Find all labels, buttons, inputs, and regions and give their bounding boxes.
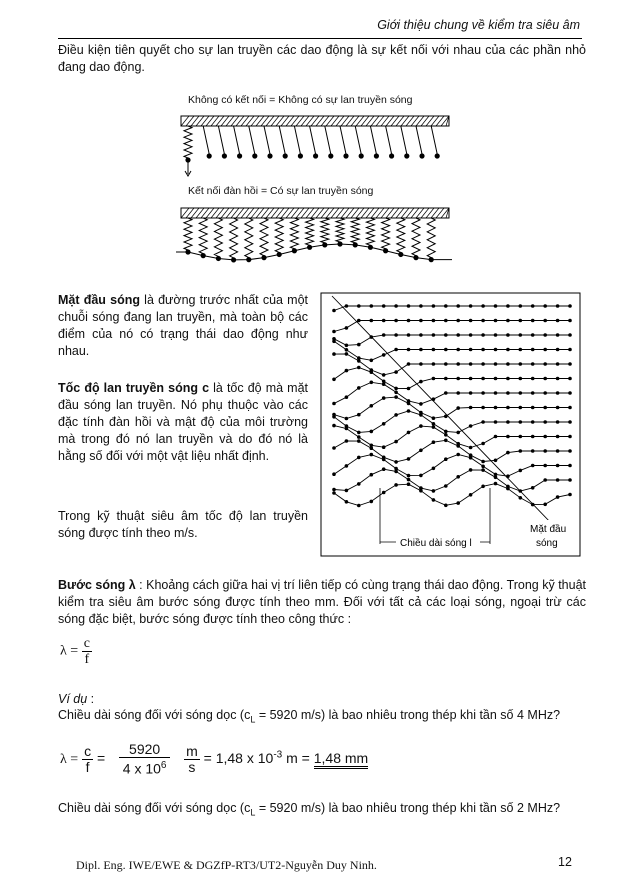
- example-label-text: Ví dụ: [58, 692, 88, 706]
- upper-particle: [252, 153, 257, 158]
- header-divider: [58, 38, 582, 39]
- upper-rod: [279, 126, 285, 154]
- calc-c-over-f: $\frac{c}{f}$: [84, 742, 92, 775]
- lower-spring: [214, 218, 222, 256]
- formula-fraction: [82, 636, 92, 667]
- speed-text: là tốc độ mà mặt đầu sóng lan truyền. Nó phụ thuộc vào các đặc tính đàn hồi và mật độ của môi trường mà trong đó nó lan truyền và do đó nó là hằng số đối với một vật liệu nhất định.: [58, 381, 308, 463]
- upper-rod: [264, 126, 270, 154]
- speed-term: Tốc độ lan truyền sóng c: [58, 381, 210, 395]
- lower-spring: [290, 218, 298, 249]
- intro-paragraph: Điều kiện tiên quyết cho sự lan truyền các dao động là sự kết nối với nhau của các phần nhỏ đang dao động.: [58, 43, 586, 74]
- lower-spring: [336, 218, 344, 242]
- upper-rod: [203, 126, 209, 154]
- speed-definition: [58, 380, 308, 465]
- formula-numerator: c: [83, 636, 90, 651]
- speed-unit-paragraph: Trong kỹ thuật siêu âm tốc độ lan truyền sóng được tính theo m/s.: [58, 509, 308, 540]
- upper-rod: [294, 126, 300, 154]
- calc-result: 1,48 mm: [314, 750, 368, 769]
- upper-rod: [234, 126, 240, 154]
- lower-spring: [412, 218, 420, 256]
- wavelength-text: : Khoảng cách giữa hai vị trí liên tiếp có cùng trạng thái dao động. Trong kỹ thuật kiểm tra siêu âm bước sóng được tính theo mm. Đối với tất cả các loại sóng, ngoại trừ các sóng đặc biệt, bước sóng được tính theo công thức :: [58, 578, 587, 626]
- upper-particle: [222, 153, 227, 158]
- wavelength-term: Bước sóng λ: [58, 578, 136, 592]
- wavelength-label: Chiều dài sóng l: [400, 538, 472, 549]
- upper-rod: [218, 126, 224, 154]
- upper-particle: [389, 153, 394, 158]
- example-question-2: Chiều dài sóng đối với sóng dọc ($c_L = 5920$ m/s) là bao nhiêu trong thép khi tần số 2 MHz?: [58, 801, 561, 818]
- lower-spring: [199, 218, 207, 254]
- upper-particle: [419, 153, 424, 158]
- wavefront-term: Mặt đầu sóng: [58, 293, 140, 307]
- upper-spring: [184, 126, 192, 158]
- upper-particle: [404, 153, 409, 158]
- wavelength-definition: [58, 577, 586, 628]
- upper-particle: [283, 153, 288, 158]
- upper-rod: [386, 126, 392, 154]
- example-calculation: λ = $\frac{c}{f}$ = $\frac{5920}{4 x 10^6}$ $\frac{m}{s}$ = 1,48 x $10^{-3}$ m = 1,48 mm: [60, 741, 369, 777]
- upper-particle: [298, 153, 303, 158]
- upper-particle: [267, 153, 272, 158]
- upper-rod: [310, 126, 316, 154]
- wavefront-definition: [58, 292, 308, 360]
- lower-spring: [230, 218, 238, 258]
- upper-rod: [340, 126, 346, 154]
- upper-particle: [313, 153, 318, 158]
- example-label: Ví dụ :: [58, 692, 95, 706]
- footer-author: Dipl. Eng. IWE/EWE & DGZfP-RT3/UT2-Nguyễn Duy Ninh.: [76, 858, 377, 872]
- upper-rod: [325, 126, 331, 154]
- lower-spring: [397, 218, 405, 252]
- upper-particle: [343, 153, 348, 158]
- page-header-title: Giới thiệu chung về kiểm tra siêu âm: [377, 18, 580, 32]
- wavelength-formula: [60, 636, 92, 667]
- upper-particle: [237, 153, 242, 158]
- front-label-line-2: sóng: [536, 538, 558, 549]
- caption-no-coupling: Không có kết nối = Không có sự lan truyền sóng: [188, 94, 413, 106]
- wave-frame: [321, 293, 580, 556]
- upper-rod: [431, 126, 437, 154]
- upper-particle: [185, 157, 190, 162]
- lower-spring: [260, 218, 268, 256]
- lower-spring: [382, 218, 390, 249]
- wavefront-figure: [320, 292, 582, 558]
- lower-spring: [306, 218, 314, 245]
- upper-particle: [328, 153, 333, 158]
- upper-rod: [249, 126, 255, 154]
- lower-spring: [245, 218, 253, 258]
- wavefront-text: là đường trước nhất của một chuỗi sóng đang lan truyền, mà toàn bộ các điểm của nó có trạng thái dao động như nhau.: [58, 293, 308, 358]
- upper-particle: [374, 153, 379, 158]
- lower-spring: [184, 218, 192, 250]
- example-question-1: Chiều dài sóng đối với sóng dọc ($c_L = 5920$ m/s) là bao nhiêu trong thép khi tần số 4 MHz?: [58, 708, 561, 725]
- lower-spring: [351, 218, 359, 243]
- upper-particle: [359, 153, 364, 158]
- upper-rod: [416, 126, 422, 154]
- upper-rod: [401, 126, 407, 154]
- upper-particle: [207, 153, 212, 158]
- caption-elastic-coupling: Kết nối đàn hồi = Có sự lan truyền sóng: [188, 185, 374, 197]
- formula-denominator: f: [84, 652, 90, 667]
- upper-rod: [370, 126, 376, 154]
- upper-particle: [435, 153, 440, 158]
- lower-spring: [275, 218, 283, 252]
- formula-lhs: λ =: [60, 643, 79, 659]
- lower-spring: [366, 218, 374, 245]
- front-label-line-1: Mặt đầu: [530, 524, 567, 535]
- upper-rod: [355, 126, 361, 154]
- lower-spring: [427, 218, 435, 258]
- lower-spring: [321, 218, 329, 243]
- page-number: 12: [558, 855, 572, 869]
- calc-unit-fraction: $\frac{m}{s}$: [186, 742, 198, 775]
- calc-value-fraction: $\frac{5920}{4 x 10^6}$: [119, 742, 170, 777]
